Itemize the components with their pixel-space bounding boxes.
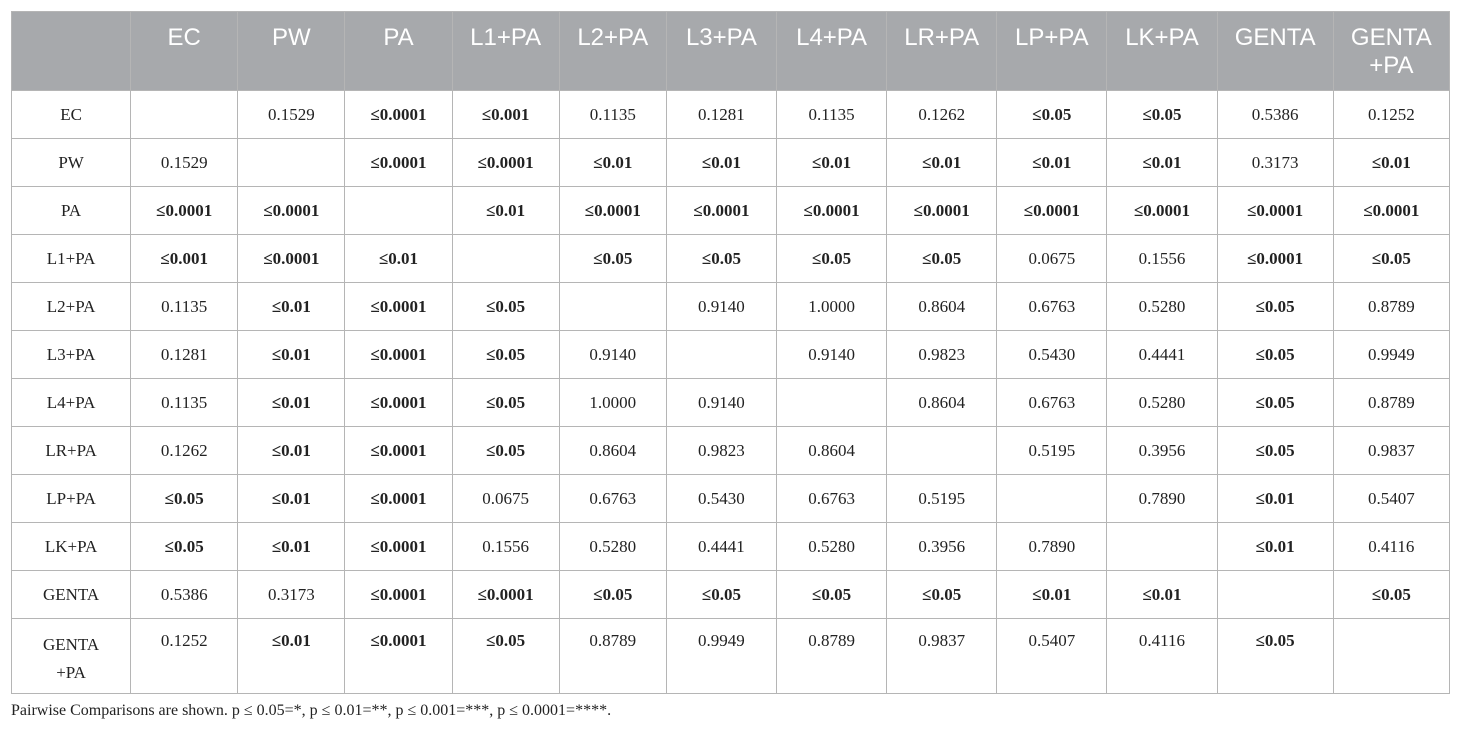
table-cell: 0.1135 [131, 379, 238, 427]
table-cell: ≤0.0001 [1107, 187, 1217, 235]
table-cell: 1.0000 [777, 283, 887, 331]
table-cell: ≤0.0001 [345, 379, 452, 427]
table-cell: ≤0.0001 [1217, 187, 1333, 235]
table-cell: 0.7890 [997, 523, 1107, 571]
table-cell [1217, 571, 1333, 619]
table-cell: 0.8604 [777, 427, 887, 475]
table-row [12, 571, 1450, 619]
table-cell: 0.5407 [1333, 475, 1449, 523]
table-cell: 0.6763 [559, 475, 666, 523]
table-cell: 0.5280 [559, 523, 666, 571]
table-cell: 0.8789 [1333, 379, 1449, 427]
table-cell: ≤0.0001 [238, 187, 345, 235]
column-header: L3+PA [666, 12, 776, 91]
column-header: EC [131, 12, 238, 91]
table-cell: ≤0.05 [1217, 427, 1333, 475]
table-cell: 0.5386 [1217, 91, 1333, 139]
table-cell: 0.4116 [1333, 523, 1449, 571]
table-cell: ≤0.01 [559, 139, 666, 187]
table-cell: ≤0.001 [452, 91, 559, 139]
table-cell: 0.5280 [1107, 283, 1217, 331]
table-row [12, 619, 1450, 694]
column-header: GENTA [1217, 12, 1333, 91]
table-cell: ≤0.0001 [1333, 187, 1449, 235]
table-cell [1107, 523, 1217, 571]
header-corner-cell [12, 12, 131, 91]
row-header: GENTA +PA [12, 619, 131, 694]
table-cell: 0.4116 [1107, 619, 1217, 694]
row-header: L3+PA [12, 331, 131, 379]
table-cell: ≤0.01 [345, 235, 452, 283]
row-header: PW [12, 139, 131, 187]
table-cell: 0.8604 [887, 283, 997, 331]
table-cell: ≤0.01 [238, 523, 345, 571]
column-header: LK+PA [1107, 12, 1217, 91]
table-cell [1333, 619, 1449, 694]
table-cell: 0.4441 [666, 523, 776, 571]
table-cell: ≤0.05 [452, 331, 559, 379]
table-cell: 0.5280 [1107, 379, 1217, 427]
table-cell: 0.5430 [997, 331, 1107, 379]
table-cell [345, 187, 452, 235]
table-cell: 0.1135 [559, 91, 666, 139]
row-header: LP+PA [12, 475, 131, 523]
table-row [12, 91, 1450, 139]
table-cell: ≤0.01 [1333, 139, 1449, 187]
table-cell: 0.8789 [777, 619, 887, 694]
table-cell: ≤0.0001 [997, 187, 1107, 235]
column-header: L2+PA [559, 12, 666, 91]
table-cell: 0.9140 [666, 283, 776, 331]
table-cell: ≤0.0001 [559, 187, 666, 235]
table-cell: 0.9140 [666, 379, 776, 427]
table-cell: 0.9949 [666, 619, 776, 694]
comparison-table-container [11, 11, 1450, 694]
table-cell: 0.5280 [777, 523, 887, 571]
table-cell: 0.5195 [887, 475, 997, 523]
table-cell: ≤0.01 [238, 283, 345, 331]
table-cell: ≤0.05 [777, 571, 887, 619]
table-cell: 0.3173 [1217, 139, 1333, 187]
table-cell: ≤0.05 [997, 91, 1107, 139]
table-cell: ≤0.05 [1217, 619, 1333, 694]
row-header: LR+PA [12, 427, 131, 475]
table-cell: 0.1529 [238, 91, 345, 139]
table-cell: 0.9837 [1333, 427, 1449, 475]
table-cell: 0.9140 [559, 331, 666, 379]
table-row [12, 139, 1450, 187]
table-body [12, 91, 1450, 694]
column-header: LP+PA [997, 12, 1107, 91]
table-cell: 0.1262 [131, 427, 238, 475]
column-header: GENTA +PA [1333, 12, 1449, 91]
table-cell: 0.9140 [777, 331, 887, 379]
table-cell: 0.1262 [887, 91, 997, 139]
table-cell [997, 475, 1107, 523]
table-cell: ≤0.0001 [345, 523, 452, 571]
column-header: L1+PA [452, 12, 559, 91]
table-cell: 0.9823 [887, 331, 997, 379]
table-cell: 0.1556 [1107, 235, 1217, 283]
table-cell: ≤0.01 [887, 139, 997, 187]
table-cell: ≤0.0001 [666, 187, 776, 235]
table-cell: 0.1252 [131, 619, 238, 694]
table-cell: 0.8789 [559, 619, 666, 694]
table-cell: ≤0.05 [1333, 571, 1449, 619]
table-row [12, 379, 1450, 427]
table-cell: ≤0.01 [997, 571, 1107, 619]
table-cell: 0.3956 [1107, 427, 1217, 475]
table-cell: ≤0.05 [1217, 331, 1333, 379]
table-cell: 0.6763 [997, 379, 1107, 427]
table-row [12, 283, 1450, 331]
table-cell: ≤0.0001 [345, 331, 452, 379]
table-cell [666, 331, 776, 379]
table-cell: ≤0.01 [238, 619, 345, 694]
table-cell: ≤0.0001 [238, 235, 345, 283]
table-cell: 0.7890 [1107, 475, 1217, 523]
table-cell: ≤0.01 [997, 139, 1107, 187]
table-cell: 0.1556 [452, 523, 559, 571]
table-cell: ≤0.0001 [345, 427, 452, 475]
table-cell: ≤0.05 [887, 235, 997, 283]
table-cell: 0.8604 [887, 379, 997, 427]
table-cell [131, 91, 238, 139]
table-cell: ≤0.05 [452, 379, 559, 427]
row-header: LK+PA [12, 523, 131, 571]
table-cell: ≤0.01 [777, 139, 887, 187]
table-cell: 0.3173 [238, 571, 345, 619]
table-cell: ≤0.01 [238, 475, 345, 523]
table-cell: ≤0.01 [1217, 475, 1333, 523]
table-cell: ≤0.01 [238, 427, 345, 475]
table-row [12, 475, 1450, 523]
table-row [12, 523, 1450, 571]
table-row [12, 427, 1450, 475]
column-header: L4+PA [777, 12, 887, 91]
table-row [12, 331, 1450, 379]
table-footnote: Pairwise Comparisons are shown. p ≤ 0.05=*, p ≤ 0.01=**, p ≤ 0.001=***, p ≤ 0.0001=****. [11, 702, 612, 719]
table-cell [452, 235, 559, 283]
table-cell: ≤0.05 [131, 475, 238, 523]
table-cell: ≤0.01 [1107, 571, 1217, 619]
table-cell [887, 427, 997, 475]
row-header: L1+PA [12, 235, 131, 283]
table-cell: 0.0675 [997, 235, 1107, 283]
table-row [12, 235, 1450, 283]
table-cell: ≤0.05 [1333, 235, 1449, 283]
table-cell: ≤0.05 [1217, 283, 1333, 331]
column-header: LR+PA [887, 12, 997, 91]
table-cell: 0.5195 [997, 427, 1107, 475]
table-cell: ≤0.05 [1217, 379, 1333, 427]
table-cell: 0.3956 [887, 523, 997, 571]
table-cell: ≤0.01 [1217, 523, 1333, 571]
table-cell: ≤0.0001 [777, 187, 887, 235]
table-cell: ≤0.0001 [345, 283, 452, 331]
table-cell: 0.0675 [452, 475, 559, 523]
table-cell: ≤0.0001 [345, 619, 452, 694]
table-cell: ≤0.05 [1107, 91, 1217, 139]
table-cell: ≤0.05 [131, 523, 238, 571]
table-cell: ≤0.05 [452, 619, 559, 694]
table-cell: 0.9949 [1333, 331, 1449, 379]
table-cell: ≤0.05 [559, 571, 666, 619]
table-cell: ≤0.0001 [887, 187, 997, 235]
table-cell: ≤0.01 [238, 331, 345, 379]
table-cell: 0.1281 [131, 331, 238, 379]
table-cell: 0.8604 [559, 427, 666, 475]
row-header: PA [12, 187, 131, 235]
table-cell: ≤0.001 [131, 235, 238, 283]
table-cell: ≤0.01 [1107, 139, 1217, 187]
table-cell: ≤0.01 [238, 379, 345, 427]
table-cell: ≤0.05 [452, 427, 559, 475]
table-cell: 0.5430 [666, 475, 776, 523]
table-cell: 0.8789 [1333, 283, 1449, 331]
table-cell: 0.9837 [887, 619, 997, 694]
table-cell: 0.6763 [777, 475, 887, 523]
column-header: PW [238, 12, 345, 91]
table-cell: 0.1281 [666, 91, 776, 139]
table-row [12, 187, 1450, 235]
table-cell: ≤0.0001 [345, 571, 452, 619]
table-cell: ≤0.05 [666, 235, 776, 283]
table-cell: ≤0.05 [887, 571, 997, 619]
pairwise-comparison-table [11, 11, 1450, 694]
table-cell: 0.9823 [666, 427, 776, 475]
table-cell: ≤0.05 [777, 235, 887, 283]
table-cell: 1.0000 [559, 379, 666, 427]
table-cell: ≤0.0001 [345, 139, 452, 187]
table-cell: 0.5407 [997, 619, 1107, 694]
table-cell: 0.5386 [131, 571, 238, 619]
table-cell: 0.4441 [1107, 331, 1217, 379]
table-cell: 0.1135 [777, 91, 887, 139]
table-cell: 0.1252 [1333, 91, 1449, 139]
table-cell: ≤0.05 [452, 283, 559, 331]
row-header: EC [12, 91, 131, 139]
table-cell: ≤0.0001 [452, 139, 559, 187]
table-cell: ≤0.0001 [345, 475, 452, 523]
table-cell [559, 283, 666, 331]
table-cell: 0.1135 [131, 283, 238, 331]
column-header: PA [345, 12, 452, 91]
table-cell: 0.1529 [131, 139, 238, 187]
table-header-row [12, 12, 1450, 91]
table-cell [238, 139, 345, 187]
table-cell: ≤0.05 [666, 571, 776, 619]
table-cell: ≤0.0001 [345, 91, 452, 139]
row-header: L4+PA [12, 379, 131, 427]
table-cell: 0.6763 [997, 283, 1107, 331]
table-cell: ≤0.0001 [452, 571, 559, 619]
table-cell: ≤0.0001 [131, 187, 238, 235]
table-cell: ≤0.05 [559, 235, 666, 283]
table-cell [777, 379, 887, 427]
row-header: L2+PA [12, 283, 131, 331]
row-header: GENTA [12, 571, 131, 619]
table-cell: ≤0.01 [452, 187, 559, 235]
table-cell: ≤0.01 [666, 139, 776, 187]
table-cell: ≤0.0001 [1217, 235, 1333, 283]
